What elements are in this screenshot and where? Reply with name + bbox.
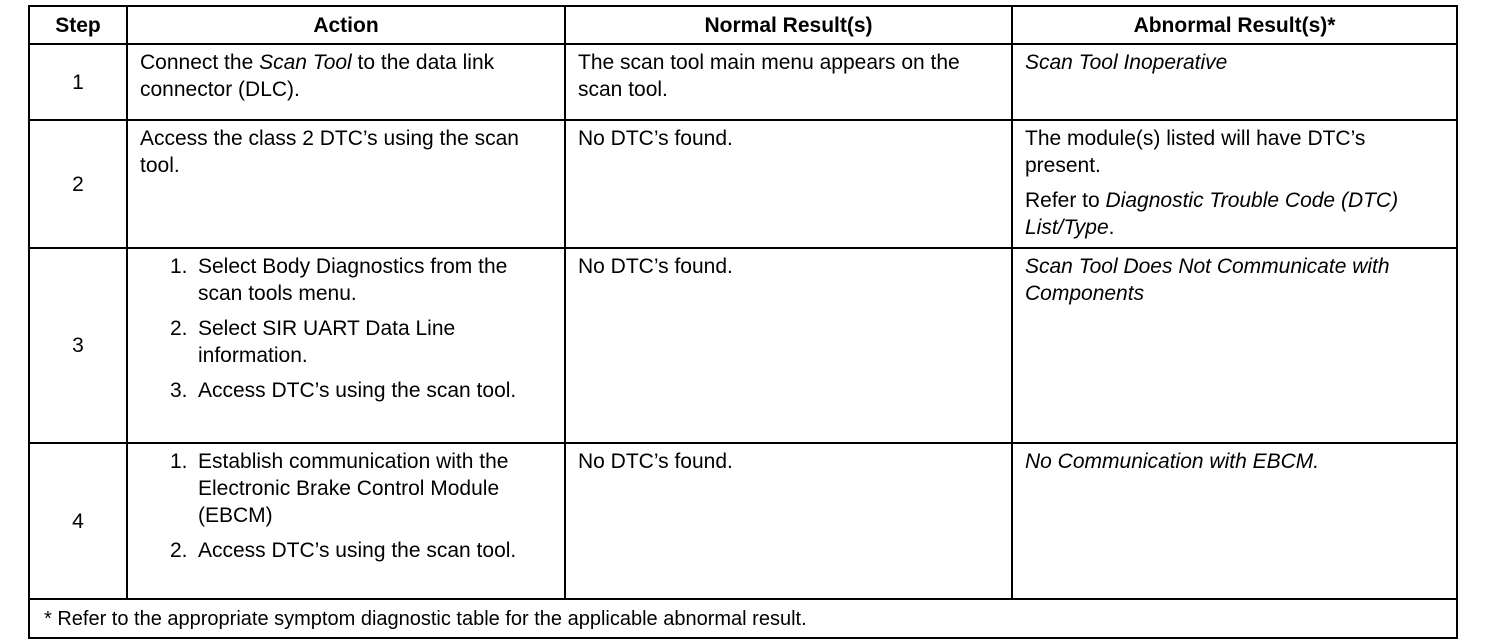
step-number: 3 [29,248,127,443]
action-step-item [170,537,554,564]
action-step-item [170,315,554,369]
action-step-list [140,448,554,564]
normal-result-cell: No DTC’s found. [565,248,1012,443]
normal-result-cell: The scan tool main menu appears on the scan tool. [565,44,1012,120]
normal-result-cell: No DTC’s found. [565,120,1012,248]
action-text-end: to the data link connector (DLC). [140,51,495,101]
action-step-item [170,377,554,404]
action-step-item [170,448,554,529]
step-number: 2 [29,120,127,248]
action-emphasis: Scan Tool [259,51,352,74]
action-step-number: 1. [170,450,188,473]
action-cell [127,248,565,443]
action-cell [127,443,565,599]
step-number: 4 [29,443,127,599]
header-abnormal-results: Abnormal Result(s)* [1012,6,1457,44]
refer-suffix: . [1108,216,1115,239]
action-step-item [170,253,554,307]
action-cell: Access the class 2 DTC’s using the scan tool. [127,120,565,248]
table-row [29,120,1457,248]
action-step-text: Access DTC’s using the scan tool. [198,539,517,562]
refer-prefix: Refer to [1025,189,1106,212]
footnote-row [29,599,1457,638]
normal-result-cell: No DTC’s found. [565,443,1012,599]
abnormal-result-cell: Scan Tool Inoperative [1012,44,1457,120]
table-row [29,443,1457,599]
action-step-number: 2. [170,539,188,562]
header-step: Step [29,6,127,44]
header-action: Action [127,6,565,44]
step-number: 1 [29,44,127,120]
action-step-number: 1. [170,255,188,278]
action-step-text: Access DTC’s using the scan tool. [198,379,517,402]
table-header-row [29,6,1457,44]
abnormal-refer-text [1025,187,1446,241]
abnormal-result-cell: No Communication with EBCM. [1012,443,1457,599]
action-text: Connect the [140,51,260,74]
action-step-text: Establish communication with the Electronic Brake Control Module (EBCM) [198,450,509,527]
abnormal-result-text: The module(s) listed will have DTC’s present. [1025,127,1366,177]
action-step-number: 3. [170,379,188,402]
footnote: * Refer to the appropriate symptom diagnostic table for the applicable abnormal result. [29,599,1457,638]
action-cell [127,44,565,120]
action-step-text: Select Body Diagnostics from the scan tools menu. [198,255,508,305]
action-step-text: Select SIR UART Data Line information. [198,317,456,367]
refer-link-text: Diagnostic Trouble Code (DTC) List/Type [1025,189,1399,239]
action-step-list [140,253,554,404]
table-row [29,44,1457,120]
action-step-number: 2. [170,317,188,340]
table-row [29,248,1457,443]
diagnostic-table [28,5,1458,639]
abnormal-result-cell [1012,120,1457,248]
header-normal-results: Normal Result(s) [565,6,1012,44]
abnormal-result-cell: Scan Tool Does Not Communicate with Components [1012,248,1457,443]
